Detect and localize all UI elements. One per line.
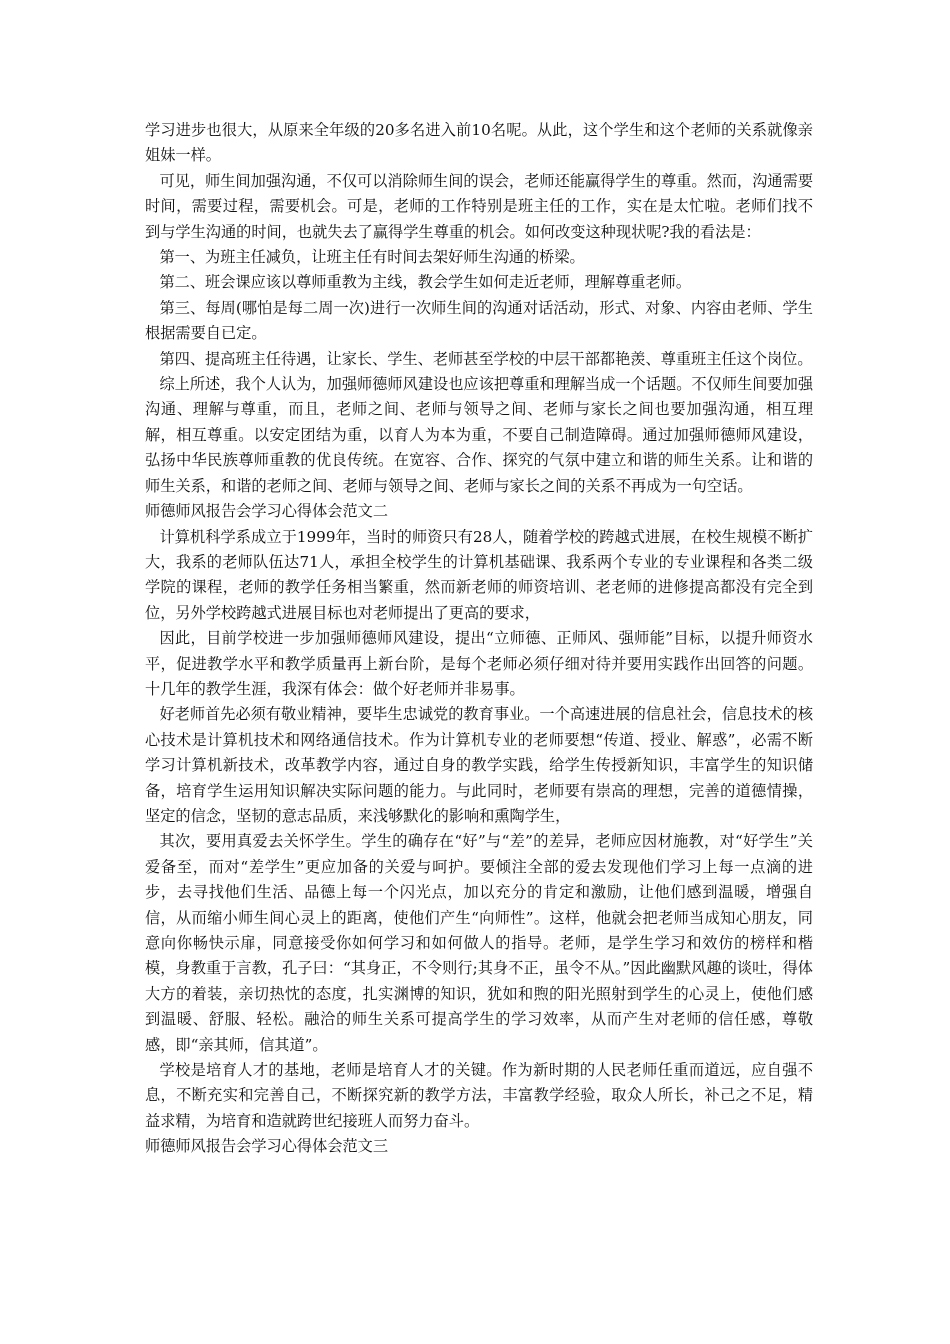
paragraph-10: 好老师首先必须有敬业精神，要毕生忠诚党的教育事业。一个高速进展的信息社会，信息技术的核心技术是计算机技术和网络通信技术。作为计算机专业的老师要想“传道、授业、解惑”，必需不断学习计算机新技术，改革教学内容，通过自身的教学实践，给学生传授新知识，丰富学生的知识储备，培育学生运用知识解决实际问题的能力。与此同时，老师要有崇高的理想，完善的道德情操，坚定的信念，坚韧的意志品质，来浅够默化的影响和熏陶学生，	[145, 705, 813, 825]
paragraph-2: 可见，师生间加强沟通，不仅可以消除师生间的误会，老师还能赢得学生的尊重。然而，沟通需要时间，需要过程，需要机会。可是，老师的工作特别是班主任的工作，实在是太忙啦。老师们找不到与学生沟通的时间，也就失去了赢得学生尊重的机会。如何改变这种现状呢?我的看法是：	[145, 171, 813, 241]
paragraph-9: 因此，目前学校进一步加强师德师风建设，提出“立师德、正师风、强师能”目标，以提升师资水平，促进教学水平和教学质量再上新台阶，是每个老师必须仔细对待并要用实践作出回答的问题。十几年的教学生涯，我深有体会：做个好老师并非易事。	[145, 629, 813, 698]
paragraph-12: 学校是培育人才的基地，老师是培育人才的关键。作为新时期的人民老师任重而道远，应自强不息，不断充实和完善自己，不断探究新的教学方法，丰富教学经验，取众人所长，补己之不足，精益求精，为培育和造就跨世纪接班人而努力奋斗。	[145, 1061, 813, 1130]
paragraph-3: 第一、为班主任减负，让班主任有时间去架好师生沟通的桥梁。	[159, 248, 585, 267]
document-body	[145, 118, 813, 1160]
paragraph-5: 第三、每周(哪怕是每二周一次)进行一次师生间的沟通对话活动，形式、对象、内容由老师、学生根据需要自已定。	[145, 298, 813, 343]
paragraph-6: 第四、提高班主任待遇，让家长、学生、老师甚至学校的中层干部都艳羡、尊重班主任这个岗位。	[159, 349, 813, 368]
paragraph-4: 第二、班会课应该以尊师重教为主线，教会学生如何走近老师，理解尊重老师。	[159, 273, 691, 292]
paragraph-8: 计算机科学系成立于1999年，当时的师资只有28人，随着学校的跨越式进展，在校生规模不断扩大，我系的老师队伍达71人，承担全校学生的计算机基础课、我系两个专业的专业课程和各类二级学院的课程，老师的教学任务相当繁重，然而新老师的师资培训、老老师的进修提高都没有完全到位，另外学校跨越式进展目标也对老师提出了更高的要求，	[145, 527, 813, 622]
section-heading-3: 师德师风报告会学习心得体会范文三	[145, 1137, 388, 1156]
section-heading-2: 师德师风报告会学习心得体会范文二	[145, 502, 388, 521]
paragraph-11: 其次，要用真爱去关怀学生。学生的确存在“好”与“差”的差异，老师应因材施教，对“好学生”关爱备至，而对“差学生”更应加备的关爱与呵护。要倾注全部的爱去发现他们学习上每一点滴的进步，去寻找他们生活、品德上每一个闪光点，加以充分的肯定和激励，让他们感到温暖，增强自信，从而缩小师生间心灵上的距离，使他们产生“向师性”。这样，他就会把老师当成知心朋友，同意向你畅快示扉，同意接受你如何学习和如何做人的指导。老师，是学生学习和效仿的榜样和楷模，身教重于言教，孔子曰：“其身正，不令则行;其身不正，虽令不从。”因此幽默风趣的谈吐，得体大方的着装，亲切热忱的态度，扎实渊博的知识，犹如和煦的阳光照射到学生的心灵上，使他们感到温暖、舒服、轻松。融洽的师生关系可提高学生的学习效率，从而产生对老师的信任感，尊敬感，即“亲其师，信其道”。	[145, 832, 813, 1054]
paragraph-1: 学习进步也很大，从原来全年级的20多名进入前10名呢。从此，这个学生和这个老师的关系就像亲姐妹一样。	[145, 121, 813, 165]
paragraph-7: 综上所述，我个人认为，加强师德师风建设也应该把尊重和理解当成一个话题。不仅师生间要加强沟通、理解与尊重，而且，老师之间、老师与领导之间、老师与家长之间也要加强沟通，相互理解，相互尊重。以安定团结为重，以育人为本为重，不要自己制造障碍。通过加强师德师风建设，弘扬中华民族尊师重教的优良传统。在宽容、合作、探究的气氛中建立和谐的师生关系。让和谐的师生关系，和谐的老师之间、老师与领导之间、老师与家长之间的关系不再成为一句空话。	[145, 375, 813, 495]
